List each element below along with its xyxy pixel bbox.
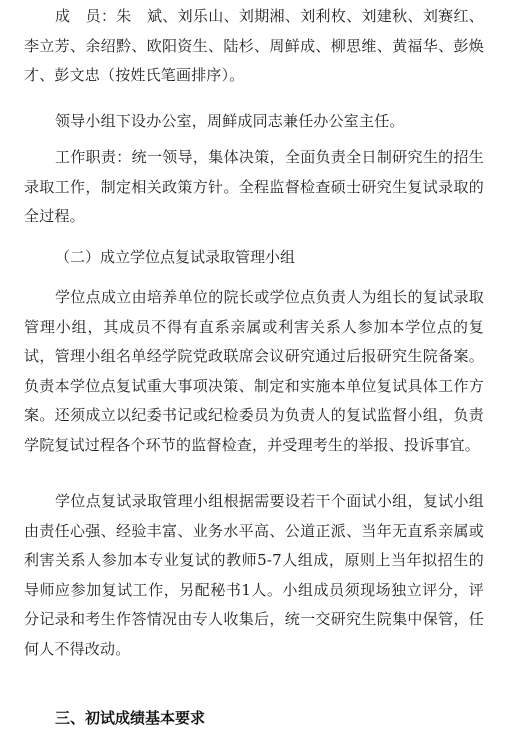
office-paragraph: 领导小组下设办公室，周鲜成同志兼任办公室主任。 [55, 112, 405, 130]
group-setup-paragraph: 学位点成立由培养单位的院长或学位点负责人为组长的复试录取管理小组，其成员不得有直系亲属或利害关系人参加本学位点的复试，管理小组名单经学院党政联席会议研究通过后报研究生院备案。负责本学位点复试重大事项决策、制定和实施本单位复试具体工作方案。还须成立以纪委书记或纪检委员为负责人的复试监督小组，负责学院复试过程各个环节的监督检查，并受理考生的举报、投诉事宜。 [24, 288, 484, 454]
sub-section-heading: （二）成立学位点复试录取管理小组 [55, 248, 296, 266]
duties-paragraph: 工作职责：统一领导，集体决策，全面负责全日制研究生的招生录取工作，制定相关政策方针。全程监督检查硕士研究生复试录取的全过程。 [24, 148, 484, 225]
section-heading: 三、初试成绩基本要求 [55, 709, 206, 727]
interview-groups-paragraph: 学位点复试录取管理小组根据需要设若干个面试小组，复试小组由责任心强、经验丰富、业务水平高、公道正派、当年无直系亲属或利害关系人参加本专业复试的教师5-7人组成，原则上当年拟招生的导师应参加复试工作，另配秘书1人。小组成员须现场独立评分，评分记录和考生作答情况由专人收集后，统一交研究生院集中保管，任何人不得改动。 [24, 492, 484, 658]
members-paragraph: 成 员：朱 斌、刘乐山、刘期湘、刘利枚、刘建秋、刘赛红、李立芳、余绍黔、欧阳资生、陆杉、周鲜成、柳思维、黄福华、彭焕才、彭文忠（按姓氏笔画排序）。 [24, 7, 484, 84]
